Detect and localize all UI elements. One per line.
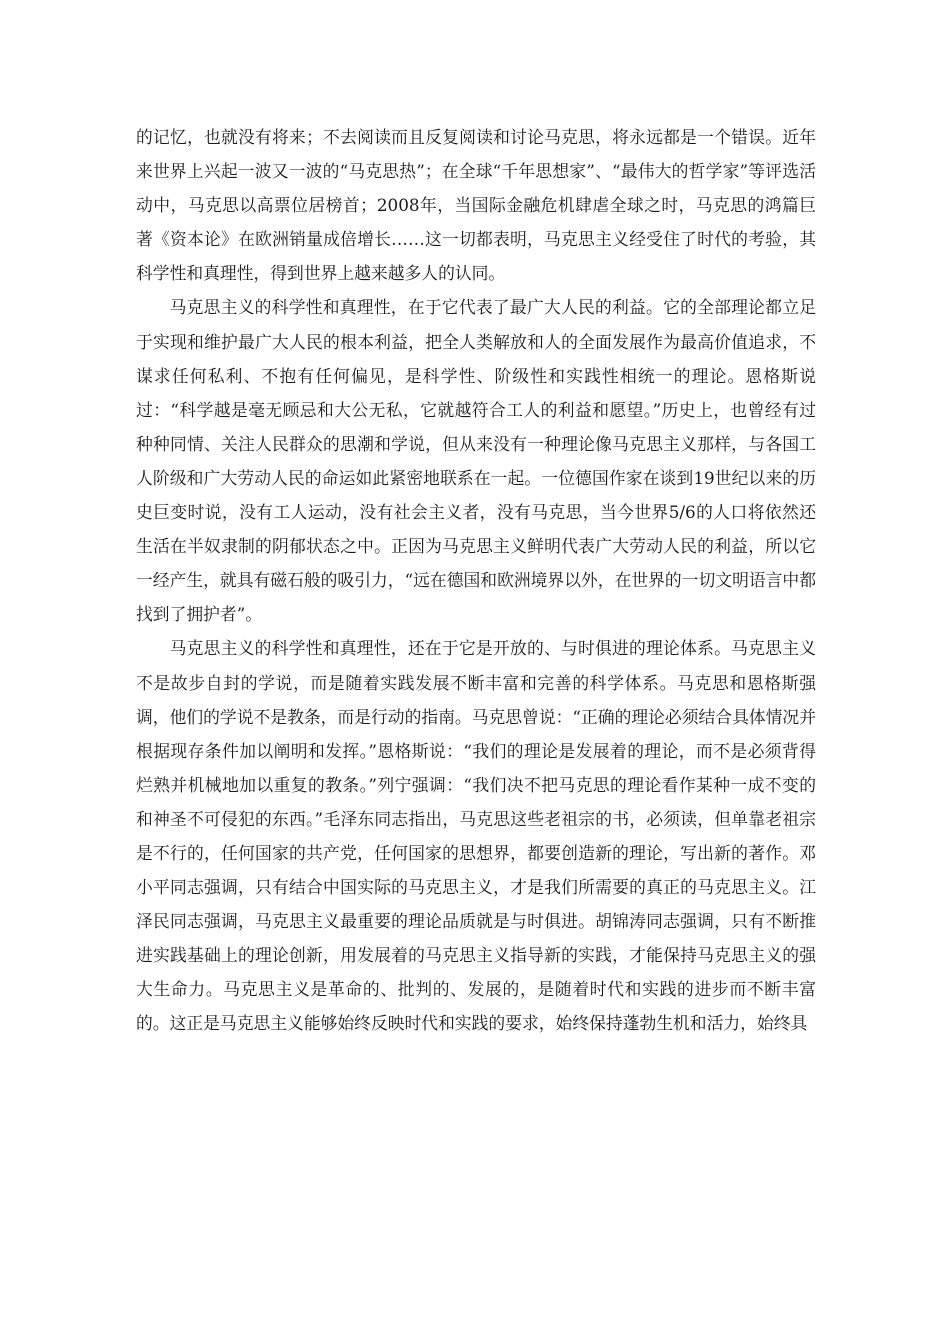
- document-page: [136, 120, 816, 1041]
- paragraph-continuation: 的记忆，也就没有将来；不去阅读而且反复阅读和讨论马克思，将永远都是一个错误。近年来世界上兴起一波又一波的“马克思热”；在全球“千年思想家”、“最伟大的哲学家”等评选活动中，马克思以高票位居榜首；2008年，当国际金融危机肆虐全球之时，马克思的鸿篇巨著《资本论》在欧洲销量成倍增长……这一切都表明，马克思主义经受住了时代的考验，其科学性和真理性，得到世界上越来越多人的认同。: [136, 127, 816, 284]
- paragraph-open-theory: 马克思主义的科学性和真理性，还在于它是开放的、与时俱进的理论体系。马克思主义不是故步自封的学说，而是随着实践发展不断丰富和完善的科学体系。马克思和恩格斯强调，他们的学说不是教条，而是行动的指南。马克思曾说：“正确的理论必须结合具体情况并根据现存条件加以阐明和发挥。”恩格斯说：“我们的理论是发展着的理论，而不是必须背得烂熟并机械地加以重复的教条。”列宁强调：“我们决不把马克思的理论看作某种一成不变的和神圣不可侵犯的东西。”毛泽东同志指出，马克思这些老祖宗的书，必须读，但单靠老祖宗是不行的，任何国家的共产党，任何国家的思想界，都要创造新的理论，写出新的著作。邓小平同志强调，只有结合中国实际的马克思主义，才是我们所需要的真正的马克思主义。江泽民同志强调，马克思主义最重要的理论品质就是与时俱进。胡锦涛同志强调，只有不断推进实践基础上的理论创新，用发展着的马克思主义指导新的实践，才能保持马克思主义的强大生命力。马克思主义是革命的、批判的、发展的，是随着时代和实践的进步而不断丰富的。这正是马克思主义能够始终反映时代和实践的要求，始终保持蓬勃生机和活力，始终具: [136, 638, 816, 1034]
- paragraph-people-interest: 马克思主义的科学性和真理性，在于它代表了最广大人民的利益。它的全部理论都立足于实现和维护最广大人民的根本利益，把全人类解放和人的全面发展作为最高价值追求，不谋求任何私利、不抱有任何偏见，是科学性、阶级性和实践性相统一的理论。恩格斯说过：“科学越是毫无顾忌和大公无私，它就越符合工人的利益和愿望。”历史上，也曾经有过种种同情、关注人民群众的思潮和学说，但从来没有一种理论像马克思主义那样，与各国工人阶级和广大劳动人民的命运如此紧密地联系在一起。一位德国作家在谈到19世纪以来的历史巨变时说，没有工人运动，没有社会主义者，没有马克思，当今世界5/6的人口将依然还生活在半奴隶制的阴郁状态之中。正因为马克思主义鲜明代表广大劳动人民的利益，所以它一经产生，就具有磁石般的吸引力，“远在德国和欧洲境界以外，在世界的一切文明语言中都找到了拥护者”。: [136, 297, 816, 625]
